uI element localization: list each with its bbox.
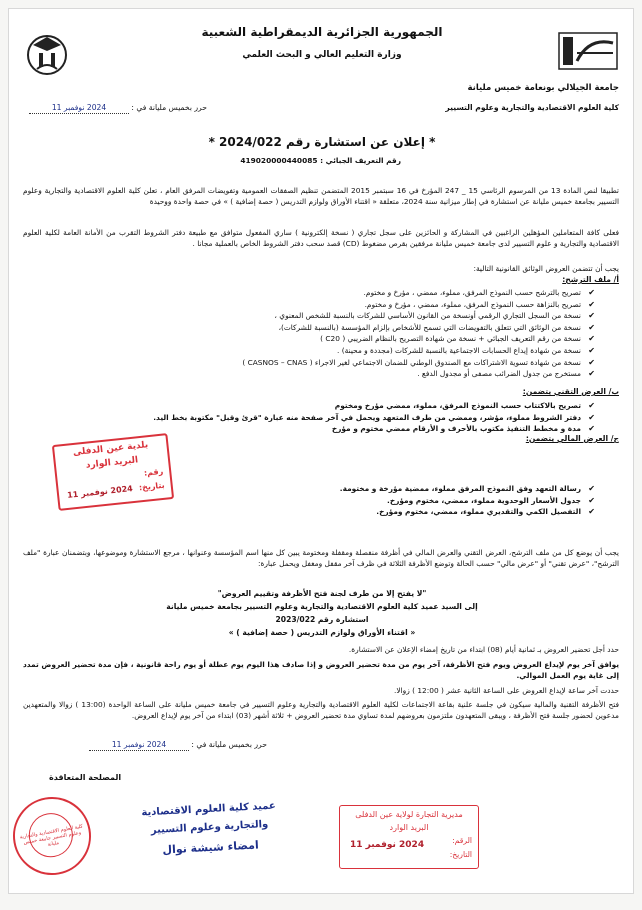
ministry-heading: وزارة التعليم العالي و البحث العلمي (242, 50, 402, 60)
deadline-para-2: يوافق آخر يوم لإيداع العروض ويوم فتح الأظرفة، آخر يوم من مدة تحضير العروض و إذا صادف هذا اليوم يوم عطلة أو يوم راحة قانونية ، فإن مدة تحضير العروض تمدد إلى غاية يوم العمل الموالي. (23, 660, 619, 681)
envelope-line-1: "لا يفتح إلا من طرف لجنة فتح الأظرفة وتقييم العروض" (217, 589, 427, 598)
footer-place-date (89, 740, 267, 751)
header-date-value: 2024 نوفمبر 11 (29, 103, 129, 114)
list-item: ✔ مستخرج من جدول الضرائب مصفى أو مجدول الدفع . (242, 368, 595, 380)
deadline-para-3: حددت آخر ساعة لإيداع العروض على الساعة الثانية عشر ( 12:00 ) زوالا. (394, 686, 619, 695)
university-name: جامعة الجيلالي بونعامة خميس مليانة (467, 83, 619, 93)
faculty-logo-right (557, 31, 619, 71)
envelope-paragraph: يجب أن يوضع كل من ملف الترشح، العرض التقني والعرض المالي في أظرفة منفصلة ومقفلة ومختومة يبين كل منها اسم المؤسسة وعنوانها ، مرجع الاستشارة وموضوعها، وبتضمنان عبارة "ملف الترشح"، "عرض تقني" أو "عرض مالي" حسب الحالة وتوضع الأظرفة الثلاثة في ظرف آخر مقفل ومغفل ويحمل عبارة: (23, 548, 619, 569)
announcement-title: * إعلان عن استشارة رقم 2024/022 * (208, 135, 436, 149)
seal-text: كلية العلوم الاقتصادية والتجارية وعلوم التسيير جامعة خميس مليانة (19, 823, 84, 848)
envelope-line-3: استشارة رقم 2023/022 (275, 615, 369, 624)
deadline-para-1: حدد أجل تحضير العروض بـ ثمانية أيام (08) ابتداء من تاريخ إمضاء الإعلان عن الاستشارة. (348, 645, 619, 654)
incoming-mail-stamp-municipality (52, 433, 174, 511)
section-a-list (242, 287, 595, 380)
stamp-date: 2024 نوفمبر 11 (66, 484, 134, 500)
stamp-line: مديرية التجارة لولاية عين الدفلى (355, 810, 463, 819)
list-item: ✔ نسخة من شهادة إيداع الحسابات الاجتماعية بالنسبة للشركات (مجددة و محينة) . (242, 345, 595, 357)
stamp-line: البريد الوارد (85, 455, 139, 471)
section-b-heading: ب/ العرض التقني يتضمن: (522, 387, 619, 396)
stamp-line: البريد الوارد (389, 823, 429, 832)
list-item: ✔ نسخة من السجل التجاري الرقمي أونسخة من القانون الأساسي للشركات بالنسبة للشخص المعنوي ، (242, 310, 595, 322)
stamp-line: الرقم: (452, 836, 472, 845)
list-item: ✔ دفتر الشروط مملوء، مؤشر، وممضي من طرف المتعهد ويحمل في آخر صفحة منه عبارة "قرئ وقبل" مكتوبة بخط اليد. (153, 412, 595, 424)
list-item: ✔ تصريح بالنزاهة حسب النموذج المرفق، مملوء، ممضي ، مؤرخ و مختوم. (242, 299, 595, 311)
list-item: ✔ التفصيل الكمي والتقديري مملوء، ممضي، مختوم ومؤرخ. (340, 506, 595, 518)
footer-date-value: 2024 نوفمبر 11 (89, 740, 189, 751)
invite-paragraph: فعلى كافة المتعاملين المؤهلين الراغبين في المشاركة و الحائزين على سجل تجاري ( نسخة إلكترونية ) ساري المفعول متوافق مع طبيعة دفتر الشروط التقرب من الأمانة العامة لكلية العلوم الاقتصادية والتجارية و علوم التسيير لدى جامعة خميس مليانة مرفقين بقرص مضغوط (CD) قصد سحب دفتر الشروط الخاص بالعملية مجانا . (23, 228, 619, 249)
list-item: ✔ جدول الأسعار الوحدوية مملوء، ممضي، مختوم ومؤرخ. (340, 495, 595, 507)
signature-line: عميد كلية العلوم الاقتصادية (141, 800, 277, 819)
signature-block (103, 796, 316, 877)
stamp-line: بتاريخ: (138, 480, 166, 493)
stamp-line: التاريخ: (449, 850, 472, 859)
stamp-line: بلدية عين الدفلى (72, 440, 149, 459)
document-page (8, 8, 634, 894)
deadline-para-4: فتح الأظرفة التقنية والمالية سيكون في جلسة علنية بقاعة الاجتماعات لكلية العلوم الاقتصادية والتجارية وعلوم التسيير في جامعة خميس مليانة على الساعة الواحدة (13:00 ) زوالا والمتعهدين مدعوين لحضور جلسة فتح الأظرفة ، ويبقى المتعهدون ملتزمون بعروضهم لمدة تساوي مدة تحضير العروض + ثلاثة أشهر (03) ابتداء من آخر يوم لإيداع العروض. (23, 700, 620, 721)
list-item: ✔ نسخة من شهادة تسوية الاشتراكات مع الصندوق الوطني للضمان الاجتماعي لغير الاجراء ( CASNOS – CNAS ) (242, 357, 595, 369)
signature-line: والتجارية وعلوم التسيير (150, 818, 269, 837)
section-c-heading: ج/ العرض المالي يتضمن: (525, 434, 619, 443)
header-place-date (29, 103, 207, 114)
section-a-heading: أ/ ملف الترشح: (562, 275, 619, 284)
faculty-name: كلية العلوم الاقتصادية والتجارية وعلوم التسيير (445, 103, 619, 112)
list-item: ✔ تصريح بالترشح حسب النموذج المرفق، مملوء، ممضي ، مؤرخ و مختوم. (242, 287, 595, 299)
republic-heading: الجمهورية الجزائرية الديمقراطية الشعبية (201, 25, 443, 39)
tax-id: رقم التعريف الجبائي : 419020000440085 (240, 156, 401, 165)
footer-place-date-label: حرر بخميس مليانة في : (191, 740, 267, 749)
intro-paragraph: تطبيقا لنص المادة 13 من المرسوم الرئاسي 15 _ 247 المؤرخ في 16 سبتمبر 2015 المتضمن تنظيم الصفقات العمومية وتفويضات المرفق العام ، تعلن كلية العلوم الاقتصادية والتجارية وعلوم التسيير بجامعة خميس مليانة عن استشارة في إطار ميزانية سنة 2024، متعلقة « اقتناء الأوراق ولوازم التدريس ( حصة إضافية ) » في حصة واحدة ووحيدة (23, 186, 619, 207)
stamp-line: رقم: (143, 466, 164, 478)
section-c-list (340, 483, 595, 518)
contracting-service-label: المصلحة المتعاقدة (49, 773, 122, 782)
place-date-label: حرر بخميس مليانة في : (131, 103, 207, 112)
list-item: ✔ رسالة التعهد وفق النموذج المرفق مملوء، ممضية مؤرخة و مختومة. (340, 483, 595, 495)
faculty-round-seal (8, 791, 97, 881)
incoming-mail-stamp-commerce (339, 805, 479, 869)
must-include-text: يجب أن تتضمن العروض الوثائق القانونية التالية: (473, 264, 619, 273)
section-b-list (153, 400, 595, 435)
envelope-line-4: « اقتناء الأوراق ولوازم التدريس ( حصة إضافية ) » (228, 628, 416, 637)
list-item: ✔ تصريح بالاكتتاب حسب النموذج المرفق، مملوء، ممضي مؤرخ ومختوم (153, 400, 595, 412)
list-item: ✔ نسخة من الوثائق التي تتعلق بالتفويضات التي تسمح للأشخاص بإلزام المؤسسة (بالنسبة للشركات)، (242, 322, 595, 334)
stamp-date: 2024 نوفمبر 11 (350, 840, 425, 850)
list-item: ✔ نسخة من رقم التعريف الجبائي + نسخة من شهادة التصريح بالنظام الضريبي ( C20 ) (242, 333, 595, 345)
envelope-line-2: إلى السيد عميد كلية العلوم الاقتصادية والتجارية وعلوم التسيير بجامعة خميس مليانة (166, 602, 478, 611)
signature-line: امضاء شيشة نوال (162, 838, 260, 857)
list-item: ✔ مدة و مخطط التنفيذ مكتوب بالأحرف و الأرقام ممضي مختوم و مؤرخ (153, 423, 595, 435)
university-logo-left (23, 31, 71, 77)
